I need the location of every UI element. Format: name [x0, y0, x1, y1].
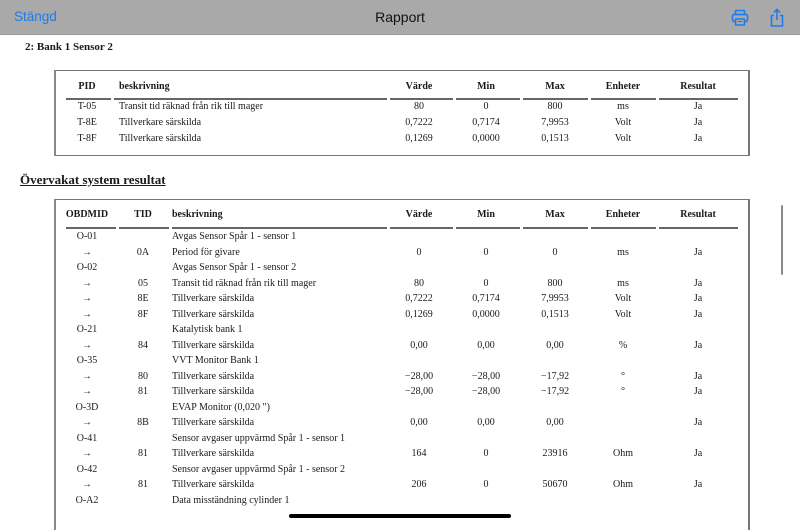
cell-unit: ms — [617, 246, 629, 258]
cell-pid: T-8F — [77, 133, 97, 144]
table-row — [56, 493, 748, 509]
cell-max: 0,1513 — [541, 308, 569, 320]
cell-value: 0 — [416, 246, 422, 258]
cell-value: 80 — [414, 277, 424, 289]
cell-description: Avgas Sensor Spår 1 - sensor 1 — [172, 231, 297, 242]
header-resultat: Resultat — [680, 81, 716, 92]
cell-description: Tillverkare särskilda — [172, 370, 255, 382]
cell-max: 50670 — [542, 479, 568, 490]
cell-min: 0 — [483, 448, 489, 459]
cell-min: 0,00 — [477, 417, 495, 428]
cell-result: Ja — [693, 448, 703, 459]
cell-min: 0,0000 — [472, 133, 500, 144]
cell-unit: Volt — [614, 117, 632, 128]
table-row — [56, 369, 748, 385]
vertical-scrollbar[interactable] — [781, 205, 783, 275]
cell-description: VVT Monitor Bank 1 — [172, 355, 259, 366]
cell-obdmid: O-21 — [76, 324, 98, 335]
cell-pid: T-8E — [77, 117, 97, 128]
cell-unit: % — [618, 339, 628, 351]
cell-obdmid: O-A2 — [75, 494, 99, 506]
table-row — [56, 131, 748, 147]
cell-result: Ja — [693, 339, 703, 351]
cell-tid: 80 — [138, 370, 148, 382]
cell-tid: 81 — [138, 448, 148, 459]
table-row — [56, 307, 748, 323]
cell-value: 164 — [411, 448, 427, 459]
cell-result: Ja — [693, 133, 703, 144]
cell-max: 7,9953 — [541, 117, 569, 128]
header-beskrivning: beskrivning — [119, 81, 170, 92]
cell-description: Tillverkare särskilda — [172, 448, 255, 459]
cell-obdmid: O-42 — [76, 463, 98, 475]
cell-result: Ja — [693, 117, 703, 128]
cell-max: 23916 — [542, 448, 568, 459]
cell-obdmid: → — [82, 417, 92, 428]
table-row — [56, 229, 748, 245]
cell-tid: 81 — [138, 386, 148, 397]
cell-min: −28,00 — [471, 370, 501, 382]
cell-min: 0,0000 — [472, 308, 500, 320]
cell-obdmid: O-35 — [76, 355, 98, 366]
table-row — [56, 431, 748, 447]
cell-description: Tillverkare särskilda — [119, 117, 202, 128]
cell-result: Ja — [693, 293, 703, 304]
cell-max: 7,9953 — [541, 293, 569, 304]
cell-description: Tillverkare särskilda — [172, 479, 255, 490]
cell-tid: 05 — [138, 277, 148, 289]
cell-unit: Ohm — [613, 448, 633, 459]
cell-max: 0 — [552, 246, 558, 258]
cell-description: Avgas Sensor Spår 1 - sensor 2 — [172, 262, 297, 273]
table-row — [56, 99, 748, 115]
table-row — [56, 415, 748, 431]
cell-description: Katalytisk bank 1 — [172, 324, 243, 335]
cell-unit: Ohm — [613, 479, 633, 490]
cell-result: Ja — [693, 479, 703, 490]
table-row — [56, 400, 748, 416]
cell-obdmid: O-3D — [75, 401, 99, 413]
cell-value: −28,00 — [404, 370, 434, 382]
cell-result: Ja — [693, 277, 703, 289]
cell-value: 0,1269 — [405, 133, 433, 144]
header-min: Min — [477, 81, 495, 92]
table-row — [56, 353, 748, 369]
table-row — [56, 338, 748, 354]
cell-tid: 8E — [137, 293, 149, 304]
cell-min: 0 — [483, 101, 489, 112]
cell-result: Ja — [693, 417, 703, 428]
sensor-results-table — [54, 70, 750, 156]
cell-description: Sensor avgaser uppvärmd Spår 1 - sensor 2 — [172, 463, 346, 475]
cell-min: 0 — [483, 479, 489, 490]
cell-description: Transit tid räknad från rik till mager — [119, 101, 264, 112]
header-resultat: Resultat — [680, 209, 716, 220]
navigation-bar — [0, 0, 800, 35]
cell-obdmid: → — [82, 479, 92, 490]
cell-obdmid: → — [82, 308, 92, 320]
cell-value: 0,1269 — [405, 308, 433, 320]
header-obdmid: OBDMID — [65, 209, 109, 220]
cell-value: 0,00 — [410, 339, 428, 351]
printer-icon[interactable] — [730, 8, 750, 28]
table-row — [56, 477, 748, 493]
cell-value: 0,7222 — [405, 293, 433, 304]
cell-max: 800 — [547, 277, 563, 289]
table-row — [56, 115, 748, 131]
cell-obdmid: → — [82, 339, 92, 351]
cell-max: −17,92 — [540, 370, 570, 382]
cell-result: Ja — [693, 101, 703, 112]
table-row — [56, 260, 748, 276]
table-row — [56, 276, 748, 292]
header-pid: PID — [78, 81, 96, 92]
cell-unit: Volt — [614, 308, 632, 320]
cell-description: Tillverkare särskilda — [119, 133, 202, 144]
header-max: Max — [545, 81, 565, 92]
section-title: 2: Bank 1 Sensor 2 — [25, 41, 113, 53]
cell-min: 0 — [483, 246, 489, 258]
cell-result: Ja — [693, 386, 703, 397]
cell-unit: Volt — [614, 293, 632, 304]
close-button[interactable]: Stängd — [14, 9, 57, 24]
page-title: Rapport — [375, 9, 425, 25]
cell-description: Tillverkare särskilda — [172, 293, 255, 304]
cell-value: 0,7222 — [405, 117, 433, 128]
table-row — [56, 384, 748, 400]
table-row — [56, 322, 748, 338]
header-max: Max — [545, 209, 565, 220]
monitored-system-heading: Övervakat system resultat — [20, 172, 166, 187]
cell-result: Ja — [693, 246, 703, 258]
cell-min: 0,7174 — [472, 293, 500, 304]
cell-obdmid: → — [82, 370, 92, 382]
share-icon[interactable] — [767, 8, 787, 28]
cell-unit: ° — [621, 370, 625, 382]
cell-description: Transit tid räknad från rik till mager — [172, 277, 317, 289]
cell-min: 0,00 — [477, 339, 495, 351]
cell-unit: Volt — [614, 133, 632, 144]
cell-obdmid: O-41 — [76, 432, 98, 444]
header-enheter: Enheter — [605, 81, 641, 92]
cell-result: Ja — [693, 370, 703, 382]
cell-unit: ms — [617, 101, 629, 112]
cell-max: 800 — [547, 101, 563, 112]
monitored-system-table — [54, 199, 750, 530]
cell-value: 206 — [411, 479, 427, 490]
cell-obdmid: → — [82, 293, 92, 304]
cell-min: 0 — [483, 277, 489, 289]
cell-description: Data misständning cylinder 1 — [172, 494, 290, 506]
cell-description: EVAP Monitor (0,020 ") — [172, 401, 270, 413]
cell-obdmid: → — [82, 386, 92, 397]
cell-tid: 8F — [137, 308, 149, 320]
cell-tid: 0A — [136, 246, 150, 258]
header-tid: TID — [134, 209, 152, 220]
cell-description: Tillverkare särskilda — [172, 308, 255, 320]
table-row — [56, 462, 748, 478]
cell-description: Tillverkare särskilda — [172, 339, 255, 351]
cell-max: 0,00 — [546, 417, 564, 428]
cell-description: Period för givare — [172, 246, 240, 258]
cell-max: 0,00 — [546, 339, 564, 351]
header-varde: Värde — [405, 81, 433, 92]
cell-unit: ms — [617, 277, 629, 289]
cell-max: −17,92 — [540, 386, 570, 397]
cell-value: −28,00 — [404, 386, 434, 397]
header-beskrivning: beskrivning — [172, 209, 223, 220]
home-indicator[interactable] — [289, 514, 511, 518]
cell-obdmid: O-02 — [76, 262, 98, 273]
header-varde: Värde — [405, 209, 433, 220]
cell-description: Sensor avgaser uppvärmd Spår 1 - sensor 1 — [172, 432, 346, 444]
cell-min: 0,7174 — [472, 117, 500, 128]
cell-description: Tillverkare särskilda — [172, 417, 255, 428]
cell-max: 0,1513 — [541, 133, 569, 144]
cell-obdmid: → — [82, 277, 92, 289]
cell-obdmid: → — [82, 246, 92, 258]
cell-unit: ° — [621, 386, 625, 397]
cell-obdmid: → — [82, 448, 92, 459]
table-row — [56, 245, 748, 261]
header-min: Min — [477, 209, 495, 220]
cell-min: −28,00 — [471, 386, 501, 397]
header-enheter: Enheter — [605, 209, 641, 220]
cell-obdmid: O-01 — [76, 231, 98, 242]
cell-tid: 84 — [138, 339, 148, 351]
table-header-row — [56, 79, 748, 95]
cell-tid: 81 — [138, 479, 148, 490]
cell-value: 80 — [414, 101, 424, 112]
table-row — [56, 446, 748, 462]
cell-result: Ja — [693, 308, 703, 320]
cell-tid: 8B — [137, 417, 149, 428]
cell-description: Tillverkare särskilda — [172, 386, 255, 397]
cell-value: 0,00 — [410, 417, 428, 428]
table-row — [56, 291, 748, 307]
cell-pid: T-05 — [77, 101, 97, 112]
table-header-row — [56, 207, 748, 223]
